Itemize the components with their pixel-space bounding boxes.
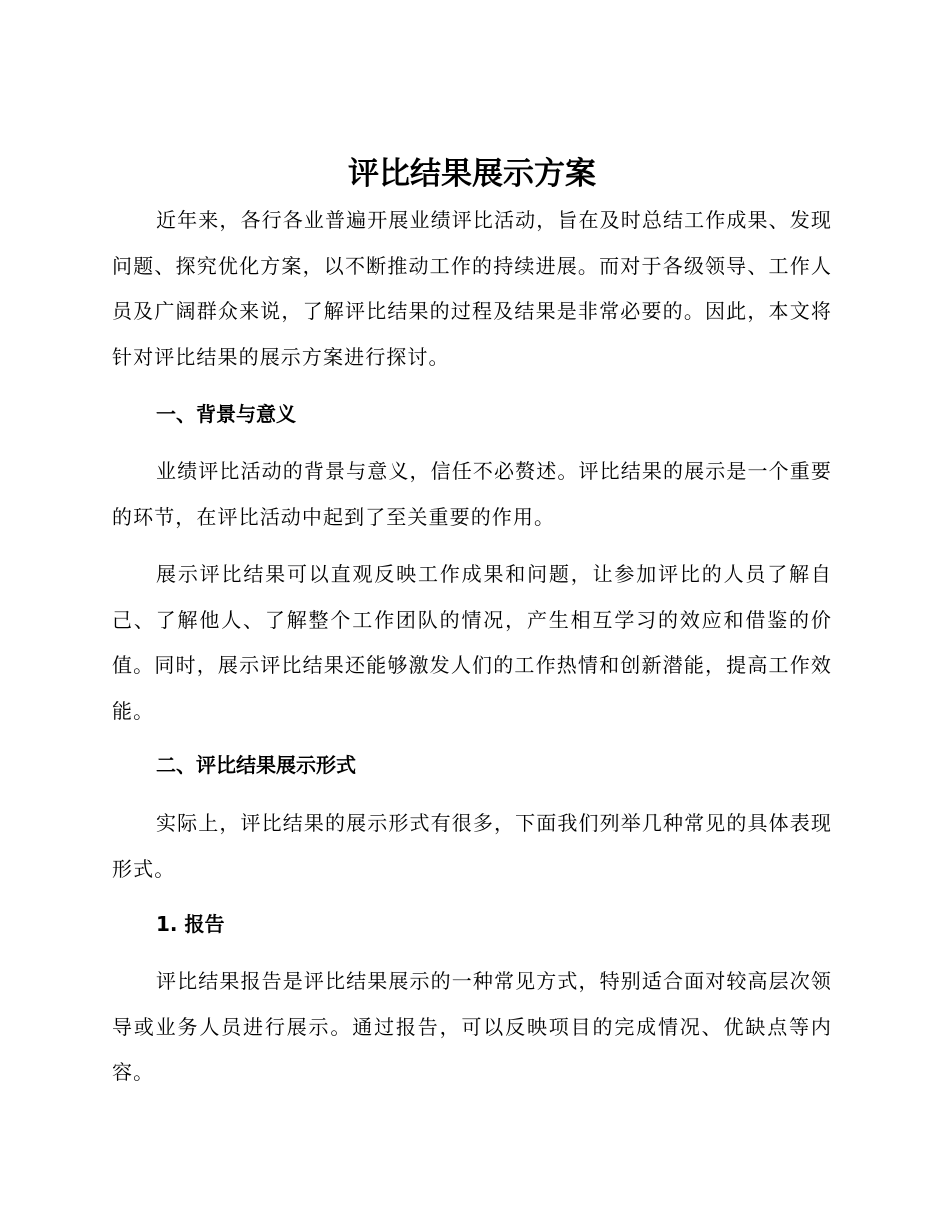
section-heading-display-forms: 二、评比结果展示形式 [156, 753, 356, 777]
background-paragraph-2: 展示评比结果可以直观反映工作成果和问题，让参加评比的人员了解自己、了解他人、了解整个工作团队的情况，产生相互学习的效应和借鉴的价值。同时，展示评比结果还能够激发人们的工作热情和创新潜能，提高工作效能。 [112, 562, 832, 723]
background-paragraph-1: 业绩评比活动的背景与意义，信任不必赘述。评比结果的展示是一个重要的环节，在评比活动中起到了至关重要的作用。 [112, 459, 832, 529]
document-title: 评比结果展示方案 [348, 156, 596, 192]
report-paragraph: 评比结果报告是评比结果展示的一种常见方式，特别适合面对较高层次领导或业务人员进行展示。通过报告，可以反映项目的完成情况、优缺点等内容。 [112, 969, 832, 1084]
intro-paragraph: 近年来，各行各业普遍开展业绩评比活动，旨在及时总结工作成果、发现问题、探究优化方案，以不断推动工作的持续进展。而对于各级领导、工作人员及广阔群众来说，了解评比结果的过程及结果是非常必要的。因此，本文将针对评比结果的展示方案进行探讨。 [112, 208, 832, 369]
section-heading-background: 一、背景与意义 [156, 402, 296, 426]
subsection-heading-report: 1. 报告 [156, 912, 225, 936]
display-forms-paragraph: 实际上，评比结果的展示形式有很多，下面我们列举几种常见的具体表现形式。 [112, 811, 832, 881]
